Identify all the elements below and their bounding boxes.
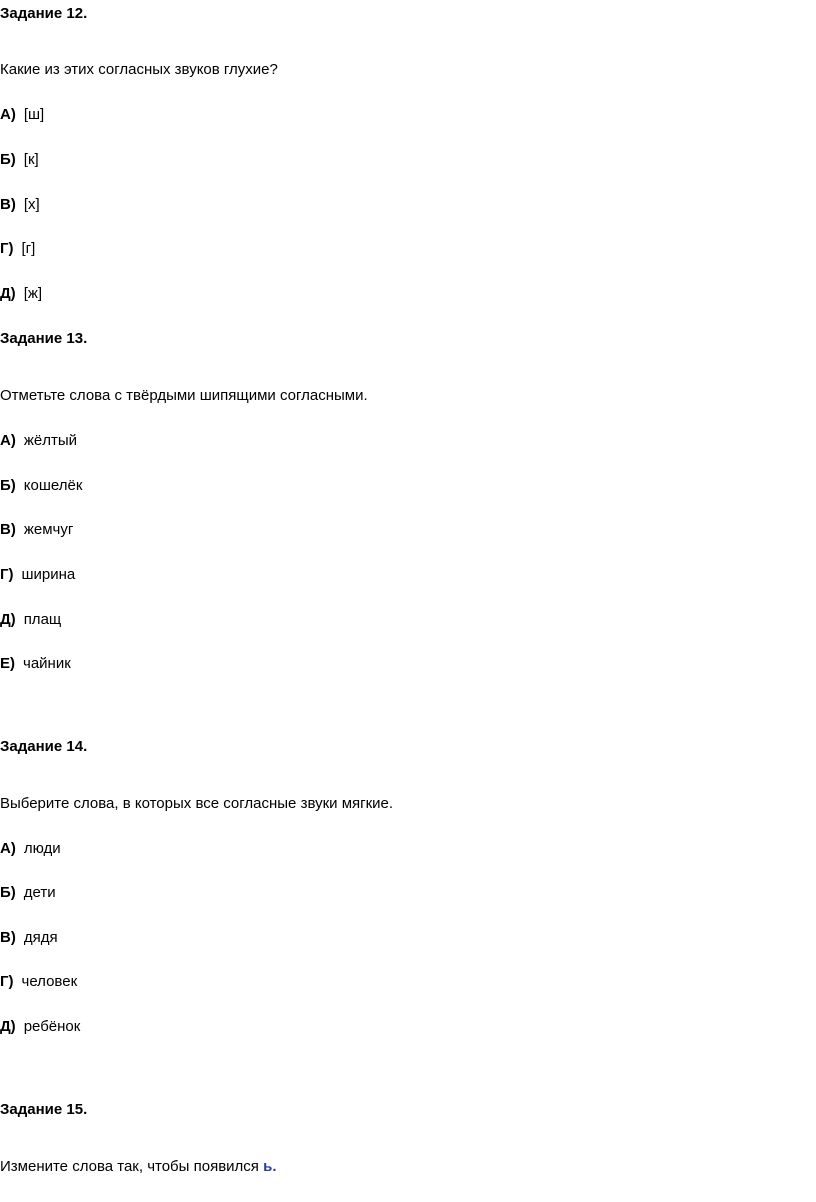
task-12-option-c (0, 195, 40, 215)
option-letter: В) (0, 196, 16, 213)
task-14-option-a (0, 839, 61, 859)
task-12-option-b (0, 150, 39, 170)
option-letter: Д) (0, 1018, 16, 1035)
option-letter: В) (0, 929, 16, 946)
option-text: человек (21, 973, 78, 990)
task-13-option-c (0, 520, 73, 540)
option-letter: Б) (0, 151, 16, 168)
option-letter: А) (0, 106, 16, 123)
option-text: чайник (23, 655, 71, 672)
option-letter: В) (0, 521, 16, 538)
task-14-title: Задание 14. (0, 738, 88, 755)
task-14-option-d (0, 972, 77, 992)
task-12-option-a (0, 105, 44, 125)
task-14-option-c (0, 928, 58, 948)
task-13-option-e (0, 610, 61, 630)
option-text: ребёнок (23, 1018, 81, 1035)
option-text: дядя (23, 929, 58, 946)
task-13-option-a (0, 431, 77, 451)
option-text: [г] (21, 240, 36, 257)
task-12-option-e (0, 284, 42, 304)
task-13-option-b (0, 476, 82, 496)
option-text: ширина (21, 566, 76, 583)
option-text: кошелёк (23, 477, 83, 494)
option-letter: Г) (0, 240, 14, 257)
task-12-option-d (0, 239, 35, 259)
option-text: [х] (23, 196, 40, 213)
task-13-option-f (0, 654, 71, 674)
option-text: [ш] (23, 106, 45, 123)
option-text: жёлтый (23, 432, 77, 449)
task-14-option-b (0, 883, 56, 903)
option-letter: А) (0, 432, 16, 449)
task-15-question (0, 1157, 276, 1177)
option-text: плащ (23, 611, 62, 628)
option-text: дети (23, 884, 56, 901)
task-13-question: Отметьте слова с твёрдыми шипящими согласными. (0, 387, 368, 404)
task-12-question: Какие из этих согласных звуков глухие? (0, 61, 278, 78)
task-14-question: Выберите слова, в которых все согласные звуки мягкие. (0, 795, 394, 812)
option-letter: Е) (0, 655, 15, 672)
question-text: Измените слова так, чтобы появился (0, 1158, 264, 1175)
option-letter: Д) (0, 611, 16, 628)
option-letter: Б) (0, 477, 16, 494)
task-13-option-d (0, 565, 75, 585)
option-text: [ж] (23, 285, 43, 302)
option-letter: А) (0, 840, 16, 857)
option-letter: Г) (0, 566, 14, 583)
task-15-title: Задание 15. (0, 1101, 88, 1118)
option-text: люди (23, 840, 61, 857)
option-text: [к] (23, 151, 39, 168)
option-letter: Г) (0, 973, 14, 990)
option-letter: Д) (0, 285, 16, 302)
task-14-option-e (0, 1017, 80, 1037)
option-letter: Б) (0, 884, 16, 901)
soft-sign-accent: ь. (263, 1158, 277, 1175)
task-12-title: Задание 12. (0, 5, 88, 22)
task-13-title: Задание 13. (0, 330, 88, 347)
option-text: жемчуг (23, 521, 74, 538)
